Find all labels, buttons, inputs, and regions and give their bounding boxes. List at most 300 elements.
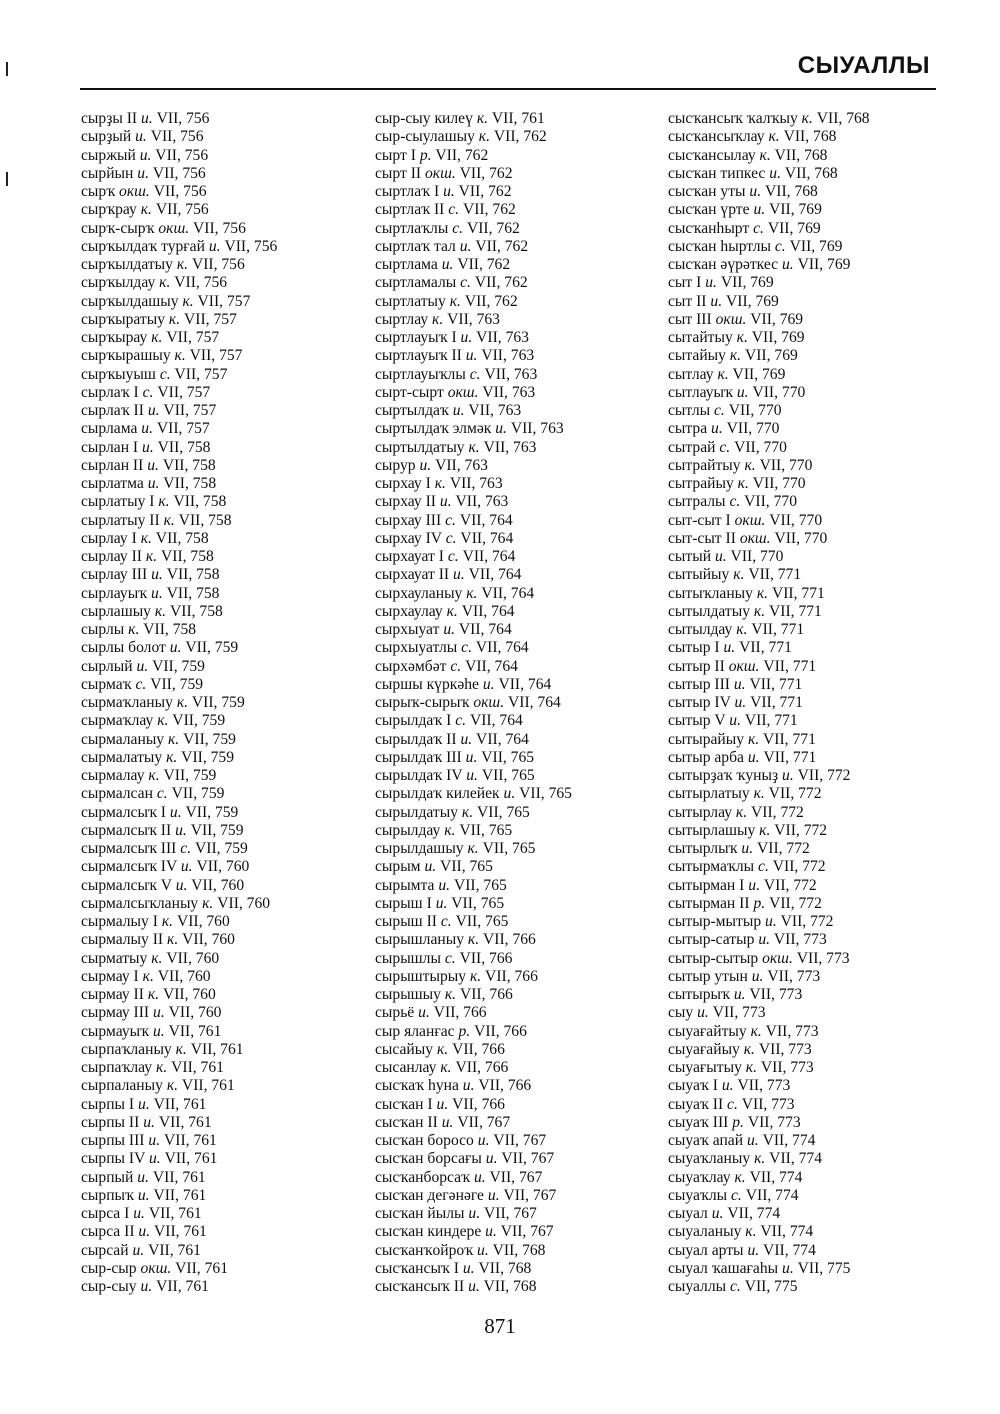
index-entry <box>668 147 968 165</box>
entry-reference: VII, 763 <box>479 438 537 456</box>
entry-pos-label: и. <box>175 821 187 839</box>
index-entry <box>375 347 665 365</box>
entry-headword: сырмаҡ <box>81 675 132 693</box>
index-entry <box>375 274 665 292</box>
index-entry <box>375 968 665 986</box>
entry-pos-label: к. <box>476 110 489 127</box>
entry-pos-label: с. <box>142 383 154 401</box>
index-entry <box>375 457 665 475</box>
entry-pos-label: и. <box>733 675 746 693</box>
entry-headword: сырпы III <box>81 1132 145 1149</box>
index-entry <box>375 858 665 876</box>
entry-pos-label: к. <box>754 1150 766 1168</box>
index-entry <box>81 968 371 986</box>
index-entry <box>375 1132 665 1150</box>
entry-reference: VII, 765 <box>478 840 536 857</box>
entry-pos-label: и. <box>418 1004 430 1022</box>
entry-reference: VII, 763 <box>478 383 536 401</box>
entry-reference: VII, 763 <box>477 347 535 365</box>
index-entry <box>81 1150 371 1168</box>
entry-pos-label: с. <box>719 438 731 456</box>
index-entry <box>375 603 665 621</box>
index-entry <box>668 1023 968 1041</box>
entry-pos-label: окш. <box>728 657 760 675</box>
entry-pos-label: и. <box>208 237 221 255</box>
entry-pos-label: с. <box>135 675 147 693</box>
entry-pos-label: р. <box>732 1113 744 1131</box>
index-entry <box>81 530 371 548</box>
index-entry <box>81 931 371 949</box>
index-entry <box>668 1242 968 1260</box>
index-entry <box>81 293 371 311</box>
entry-reference: VII, 759 <box>181 803 239 821</box>
entry-reference: VII, 774 <box>759 1241 816 1259</box>
index-entry <box>668 676 968 694</box>
entry-reference: VII, 764 <box>455 621 512 638</box>
index-entry <box>81 165 371 183</box>
entry-headword: сыр-сыулашыу <box>375 128 475 146</box>
entry-headword: сыуағытыу <box>668 1059 742 1076</box>
entry-reference: VII, 766 <box>429 1004 487 1022</box>
entry-reference: VII, 759 <box>179 730 236 748</box>
entry-pos-label: и. <box>169 803 182 821</box>
entry-headword: сырлатыу I <box>81 493 155 511</box>
index-entry <box>375 475 665 493</box>
entry-reference: VII, 770 <box>748 383 806 401</box>
entry-reference: VII, 765 <box>477 748 535 766</box>
entry-headword: сыт I <box>668 274 702 292</box>
entry-reference: VII, 771 <box>759 730 816 748</box>
index-entry <box>375 238 665 256</box>
entry-reference: VII, 756 <box>151 146 209 164</box>
entry-reference: VII, 759 <box>177 748 235 766</box>
entry-pos-label: и. <box>443 183 455 200</box>
entry-pos-label: и. <box>453 566 465 584</box>
entry-pos-label: окш. <box>425 164 456 182</box>
entry-headword: сытый <box>668 548 712 565</box>
entry-reference: VII, 771 <box>759 657 817 675</box>
entry-pos-label: к. <box>446 602 458 620</box>
entry-reference: VII, 772 <box>768 858 826 876</box>
index-entry <box>668 950 968 968</box>
entry-reference: VII, 769 <box>746 310 804 328</box>
entry-headword: сырса I <box>81 1205 130 1222</box>
entry-headword: сырылдатыу <box>375 803 458 821</box>
index-entry <box>668 493 968 511</box>
entry-reference: VII, 764 <box>504 694 561 711</box>
entry-pos-label: к. <box>145 548 158 565</box>
entry-reference: VII, 773 <box>770 931 827 949</box>
entry-pos-label: и. <box>711 420 723 438</box>
entry-reference: VII, 760 <box>162 949 220 967</box>
entry-headword: сыт II <box>668 292 707 310</box>
entry-reference: VII, 773 <box>743 1113 801 1131</box>
entry-headword: сыртламалы <box>375 274 457 292</box>
entry-pos-label: к. <box>158 493 170 511</box>
entry-headword: сыртылдаҡ <box>375 402 449 419</box>
entry-pos-label: с. <box>714 402 725 419</box>
entry-headword: сытралы <box>668 493 726 511</box>
entry-headword: сырлама <box>81 420 138 438</box>
index-entry <box>668 621 968 639</box>
entry-reference: VII, 762 <box>470 274 528 292</box>
index-entry <box>375 749 665 767</box>
index-entry <box>81 840 371 858</box>
entry-reference: VII, 769 <box>728 365 786 383</box>
index-entry <box>375 1260 665 1278</box>
entry-reference: VII, 766 <box>451 1059 509 1076</box>
entry-pos-label: к. <box>756 584 769 602</box>
entry-headword: сырым <box>375 858 421 876</box>
entry-headword: сысҡан I <box>375 1095 433 1113</box>
entry-pos-label: и. <box>465 347 478 365</box>
entry-reference: VII, 760 <box>192 858 250 876</box>
index-column-3 <box>668 110 968 1296</box>
index-entry <box>668 1114 968 1132</box>
entry-headword: сытырлашыу <box>668 821 756 839</box>
index-entry <box>668 256 968 274</box>
entry-headword: сырмалсыҡ II <box>81 821 172 839</box>
entry-headword: сытырлыҡ <box>668 840 738 857</box>
entry-headword: сысҡанборсаҡ <box>375 1168 471 1186</box>
entry-reference: VII, 768 <box>761 183 818 200</box>
index-entry <box>375 1041 665 1059</box>
entry-pos-label: и. <box>141 420 153 438</box>
entry-pos-label: с. <box>180 840 192 857</box>
entry-reference: VII, 761 <box>186 1040 244 1058</box>
index-entry <box>668 785 968 803</box>
entry-pos-label: с. <box>452 219 464 237</box>
entry-reference: VII, 761 <box>160 1132 217 1149</box>
index-entry <box>668 822 968 840</box>
entry-headword: сыт-сыт II <box>668 529 736 547</box>
index-entry <box>375 1205 665 1223</box>
entry-pos-label: к. <box>168 730 180 748</box>
entry-headword: сысайыу <box>375 1040 434 1058</box>
index-entry <box>668 1260 968 1278</box>
index-entry <box>668 274 968 292</box>
entry-headword: сысҡансыҡ ҡалҡыу <box>668 110 798 127</box>
entry-pos-label: и. <box>419 456 432 474</box>
index-entry <box>81 183 371 201</box>
entry-pos-label: и. <box>459 237 472 255</box>
index-entry <box>668 530 968 548</box>
index-entry <box>668 220 968 238</box>
entry-pos-label: и. <box>765 913 777 930</box>
entry-reference: VII, 759 <box>186 821 244 839</box>
entry-headword: сыуаҡ II <box>668 1095 724 1113</box>
index-entry <box>668 366 968 384</box>
entry-reference: VII, 772 <box>753 840 810 857</box>
entry-pos-label: и. <box>133 1205 145 1222</box>
entry-pos-label: к. <box>434 475 446 492</box>
entry-pos-label: с. <box>774 237 786 255</box>
entry-pos-label: к. <box>759 821 771 839</box>
entry-pos-label: и. <box>147 475 160 492</box>
entry-headword: сырпы I <box>81 1095 135 1113</box>
index-entry <box>668 183 968 201</box>
entry-pos-label: к. <box>759 146 771 164</box>
entry-reference: VII, 765 <box>450 876 507 894</box>
entry-pos-label: к. <box>140 201 152 219</box>
entry-pos-label: и. <box>782 767 794 784</box>
entry-pos-label: и. <box>441 256 454 273</box>
entry-headword: сырҡырау <box>81 329 148 346</box>
index-entry <box>668 238 968 256</box>
index-entry <box>375 1077 665 1095</box>
index-entry <box>81 329 371 347</box>
entry-headword: сыуаҡ I <box>668 1077 718 1095</box>
index-entry <box>81 858 371 876</box>
entry-headword: сырпы IV <box>81 1150 146 1168</box>
index-entry <box>81 420 371 438</box>
entry-reference: VII, 758 <box>153 438 211 456</box>
entry-pos-label: окш. <box>739 529 771 547</box>
index-entry <box>668 347 968 365</box>
entry-headword: сырлан I <box>81 438 139 456</box>
entry-headword: сырҡылдаҡ турғай <box>81 237 205 255</box>
entry-reference: VII, 767 <box>485 1168 543 1186</box>
index-entry <box>375 1169 665 1187</box>
entry-reference: VII, 759 <box>159 767 217 784</box>
entry-reference: VII, 757 <box>152 420 210 438</box>
entry-reference: VII, 761 <box>160 1150 218 1168</box>
entry-reference: VII, 773 <box>708 1004 766 1022</box>
entry-pos-label: и. <box>460 730 473 748</box>
entry-headword: сыт-сыт I <box>668 511 731 529</box>
entry-reference: VII, 761 <box>488 110 545 127</box>
entry-pos-label: и. <box>137 1186 150 1204</box>
index-entry <box>81 603 371 621</box>
entry-headword: сыртлауыҡлы <box>375 365 466 383</box>
entry-headword: сырмауыҡ <box>81 1022 150 1040</box>
entry-pos-label: и. <box>782 256 794 273</box>
entry-reference: VII, 759 <box>148 657 205 675</box>
index-entry <box>375 512 665 530</box>
entry-pos-label: и. <box>137 164 149 182</box>
entry-pos-label: с. <box>159 365 171 383</box>
entry-reference: VII, 761 <box>149 1186 207 1204</box>
entry-pos-label: с. <box>455 712 467 730</box>
entry-headword: сытрай <box>668 438 716 456</box>
entry-reference: VII, 769 <box>741 347 798 365</box>
entry-reference: VII, 774 <box>756 1223 814 1241</box>
index-entry <box>81 566 371 584</box>
entry-pos-label: и. <box>148 1132 161 1149</box>
index-entry <box>375 785 665 803</box>
entry-pos-label: и. <box>139 146 152 164</box>
entry-headword: сырмалсыҡ I <box>81 803 166 821</box>
entry-pos-label: р. <box>419 146 432 164</box>
entry-reference: VII, 759 <box>191 840 248 857</box>
index-entry <box>375 1096 665 1114</box>
entry-reference: VII, 771 <box>744 566 802 584</box>
entry-headword: сытлау <box>668 365 714 383</box>
entry-pos-label: и. <box>736 383 749 401</box>
entry-pos-label: и. <box>747 1241 760 1259</box>
entry-reference: VII, 768 <box>479 1278 537 1295</box>
index-entry <box>668 293 968 311</box>
entry-pos-label: и. <box>152 1022 165 1040</box>
entry-reference: VII, 756 <box>189 219 246 237</box>
entry-headword: сысҡанһырт <box>668 219 750 237</box>
entry-reference: VII, 762 <box>459 201 516 219</box>
entry-headword: сытыр I <box>668 639 720 657</box>
entry-headword: сырмаҡланыу <box>81 694 173 711</box>
index-entry <box>668 1059 968 1077</box>
index-entry <box>81 1059 371 1077</box>
entry-pos-label: и. <box>769 164 781 182</box>
entry-headword: сырыш II <box>375 913 437 930</box>
entry-pos-label: и. <box>135 128 147 146</box>
entry-headword: сысҡан дегәнәге <box>375 1186 484 1204</box>
index-entry <box>668 986 968 1004</box>
entry-reference: VII, 766 <box>479 931 536 949</box>
entry-headword: сыртлаҡ тал <box>375 237 456 255</box>
entry-headword: сытыр арба <box>668 748 744 766</box>
entry-reference: VII, 762 <box>454 183 512 200</box>
entry-reference: VII, 762 <box>460 292 518 310</box>
index-entry <box>81 767 371 785</box>
entry-pos-label: к. <box>745 1223 757 1241</box>
entry-reference: VII, 759 <box>146 675 204 693</box>
index-entry <box>375 931 665 949</box>
entry-headword: сытыр IV <box>668 694 731 711</box>
entry-reference: VII, 772 <box>776 913 834 930</box>
index-entry <box>81 548 371 566</box>
header-rule <box>80 88 936 90</box>
entry-reference: VII, 770 <box>748 475 806 492</box>
entry-pos-label: и. <box>441 1113 454 1131</box>
entry-pos-label: и. <box>138 1223 151 1241</box>
index-entry <box>375 1150 665 1168</box>
entry-headword: сытыр утын <box>668 967 748 985</box>
index-entry <box>81 676 371 694</box>
entry-headword: сысҡансыҡлау <box>668 128 765 146</box>
entry-headword: сыр яланғас <box>375 1022 455 1040</box>
index-entry <box>668 384 968 402</box>
entry-headword: сыржый <box>81 146 136 164</box>
entry-headword: сытайтыу <box>668 329 733 346</box>
entry-pos-label: и. <box>741 840 754 857</box>
index-entry <box>375 1187 665 1205</box>
entry-headword: сырлы болот <box>81 639 166 657</box>
entry-reference: VII, 770 <box>724 402 782 419</box>
entry-headword: сырмалсыҡ IV <box>81 858 177 876</box>
entry-reference: VII, 767 <box>496 1223 554 1241</box>
entry-headword: сырмаҡлау <box>81 712 154 730</box>
index-entry <box>375 1223 665 1241</box>
entry-pos-label: с. <box>461 639 472 657</box>
index-entry <box>668 1132 968 1150</box>
entry-pos-label: к. <box>466 584 478 602</box>
entry-headword: сысҡаҡ һуна <box>375 1077 459 1095</box>
index-entry <box>81 366 371 384</box>
index-entry <box>375 439 665 457</box>
entry-headword: сырхыуат <box>375 621 440 638</box>
entry-reference: VII, 760 <box>173 913 230 930</box>
index-entry <box>375 220 665 238</box>
entry-pos-label: и. <box>443 621 456 638</box>
entry-reference: VII, 764 <box>472 730 529 748</box>
entry-pos-label: с. <box>731 1186 742 1204</box>
entry-reference: VII, 764 <box>456 529 514 547</box>
entry-reference: VII, 756 <box>151 201 209 219</box>
entry-reference: VII, 764 <box>466 712 523 730</box>
index-entry <box>81 1260 371 1278</box>
entry-headword: сысҡансыҡ I <box>375 1259 459 1277</box>
index-entry <box>668 457 968 475</box>
entry-headword: сытырҙаҡ ҡуныҙ <box>668 767 779 784</box>
entry-headword: сыуаҡ III <box>668 1113 729 1131</box>
entry-headword: сырҡыуыш <box>81 365 156 383</box>
entry-pos-label: и. <box>723 639 736 657</box>
entry-reference: VII, 759 <box>168 712 226 730</box>
entry-reference: VII, 774 <box>741 1186 799 1204</box>
entry-headword: сырҡыратыу <box>81 310 166 328</box>
index-entry <box>81 804 371 822</box>
entry-pos-label: и. <box>721 1077 734 1095</box>
entry-headword: сырлашыу <box>81 602 151 620</box>
entry-headword: сытылдау <box>668 621 733 638</box>
entry-pos-label: к. <box>461 803 474 821</box>
index-entry <box>375 329 665 347</box>
index-entry <box>81 311 371 329</box>
entry-headword: сысҡансыҡ II <box>375 1278 465 1295</box>
entry-pos-label: и. <box>733 986 746 1003</box>
entry-reference: VII, 765 <box>451 913 509 930</box>
entry-reference: VII, 763 <box>506 420 564 438</box>
entry-reference: VII, 768 <box>780 164 838 182</box>
entry-headword: сыуал ҡашағаһы <box>668 1259 779 1277</box>
entry-reference: VII, 764 <box>464 566 522 584</box>
entry-headword: сытырман II <box>668 894 750 912</box>
index-entry <box>81 274 371 292</box>
entry-pos-label: и. <box>142 438 154 456</box>
entry-pos-label: к. <box>469 967 482 985</box>
entry-pos-label: к. <box>142 967 154 985</box>
entry-headword: сыртлаҡ I <box>375 183 440 200</box>
entry-headword: сырт-сырт <box>375 383 444 401</box>
entry-pos-label: к. <box>750 1022 762 1040</box>
entry-headword: сыуағайыу <box>668 1040 740 1058</box>
entry-headword: сырылдашыу <box>375 840 464 857</box>
entry-pos-label: к. <box>747 730 760 748</box>
entry-headword: сырмалсыҡ III <box>81 840 177 857</box>
entry-pos-label: и. <box>132 1241 145 1259</box>
index-entry <box>668 767 968 785</box>
entry-headword: сырылдаҡ килейек <box>375 785 500 803</box>
entry-reference: VII, 756 <box>152 110 210 127</box>
entry-headword: сырлауыҡ <box>81 584 148 602</box>
entry-pos-label: и. <box>140 1278 153 1295</box>
entry-headword: сырхауланыу <box>375 584 463 602</box>
entry-headword: сырлый <box>81 657 133 675</box>
index-entry <box>375 420 665 438</box>
index-entry <box>668 1077 968 1095</box>
index-entry <box>375 950 665 968</box>
index-entry <box>668 566 968 584</box>
entry-headword: сысҡан боросо <box>375 1132 474 1149</box>
entry-reference: VII, 769 <box>716 274 774 292</box>
index-entry <box>81 1114 371 1132</box>
index-entry <box>668 402 968 420</box>
entry-pos-label: окш. <box>473 694 505 711</box>
entry-reference: VII, 771 <box>768 584 825 602</box>
entry-headword: сыр-сыр <box>81 1259 137 1277</box>
entry-headword: сысанлау <box>375 1059 437 1076</box>
entry-pos-label: окш. <box>447 383 479 401</box>
